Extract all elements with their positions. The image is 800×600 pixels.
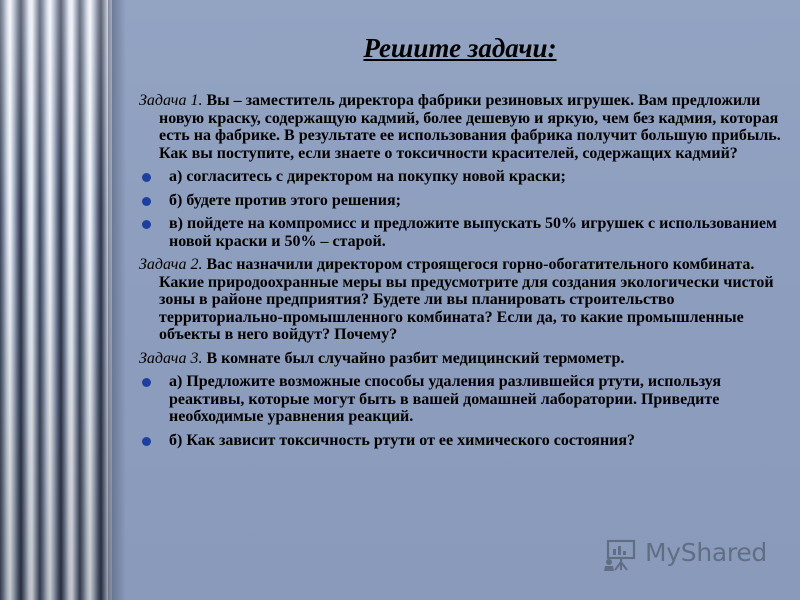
- bullet-icon: [142, 220, 151, 229]
- option-text: б) Как зависит токсичность ртути от ее химического состояния?: [169, 431, 636, 449]
- pillar-shading: [0, 0, 112, 600]
- bullet-icon: [142, 173, 151, 182]
- bullet-icon: [142, 437, 151, 446]
- task-2-label: Задача 2.: [139, 256, 203, 273]
- task-2: [139, 256, 783, 344]
- option-text: а) согласитесь с директором на покупку новой краски;: [169, 168, 566, 185]
- myshared-watermark: [603, 536, 773, 576]
- option-text: а) Предложите возможные способы удаления разлившейся ртути, используя реактивы, которые могут быть в вашей домашней лаборатории. Приведите необходимые уравнения реакций.: [169, 373, 722, 425]
- task-1-option-c: [139, 215, 783, 250]
- pillar-edge-shadow: [108, 0, 126, 600]
- task-1-label: Задача 1.: [139, 92, 203, 109]
- bullet-icon: [142, 378, 151, 387]
- option-text: в) пойдете на компромисс и предложите выпускать 50% игрушек с использованием новой краски и 50% – старой.: [169, 215, 777, 250]
- task-3-text: В комнате был случайно разбит медицинский термометр.: [202, 349, 625, 367]
- slide-title: Решите задачи:: [363, 33, 557, 63]
- presentation-board-icon: [603, 538, 637, 572]
- task-1-text: Вы – заместитель директора фабрики резиновых игрушек. Вам предложили новую краску, содержащую кадмий, более дешевую и яркую, чем без кадмия, которая есть на фабрике. В результате ее использования фабрика получит большую прибыль. Как вы поступите, если знаете о токсичности красителей, содержащих кадмий?: [159, 92, 781, 162]
- task-3-option-a: [139, 373, 783, 426]
- slide-content: [139, 92, 783, 455]
- task-1-option-b: [139, 192, 783, 210]
- task-3-label: Задача 3.: [139, 349, 203, 367]
- task-1: [139, 92, 783, 162]
- task-2-text: Вас назначили директором строящегося горно-обогатительного комбината. Какие природоохранные меры вы предусмотрите для создания экологически чистой зоны в районе предприятия? Будете ли вы планировать строительство территориально-промышленного комбината? Если да, то какие промышленные объекты в него войдут? Почему?: [159, 256, 774, 343]
- task-1-option-a: [139, 168, 783, 186]
- bullet-icon: [142, 197, 151, 206]
- watermark-text: MyShared: [645, 538, 767, 567]
- option-text: б) будете против этого решения;: [169, 191, 401, 209]
- task-3: [139, 350, 783, 368]
- task-3-option-b: [139, 432, 783, 450]
